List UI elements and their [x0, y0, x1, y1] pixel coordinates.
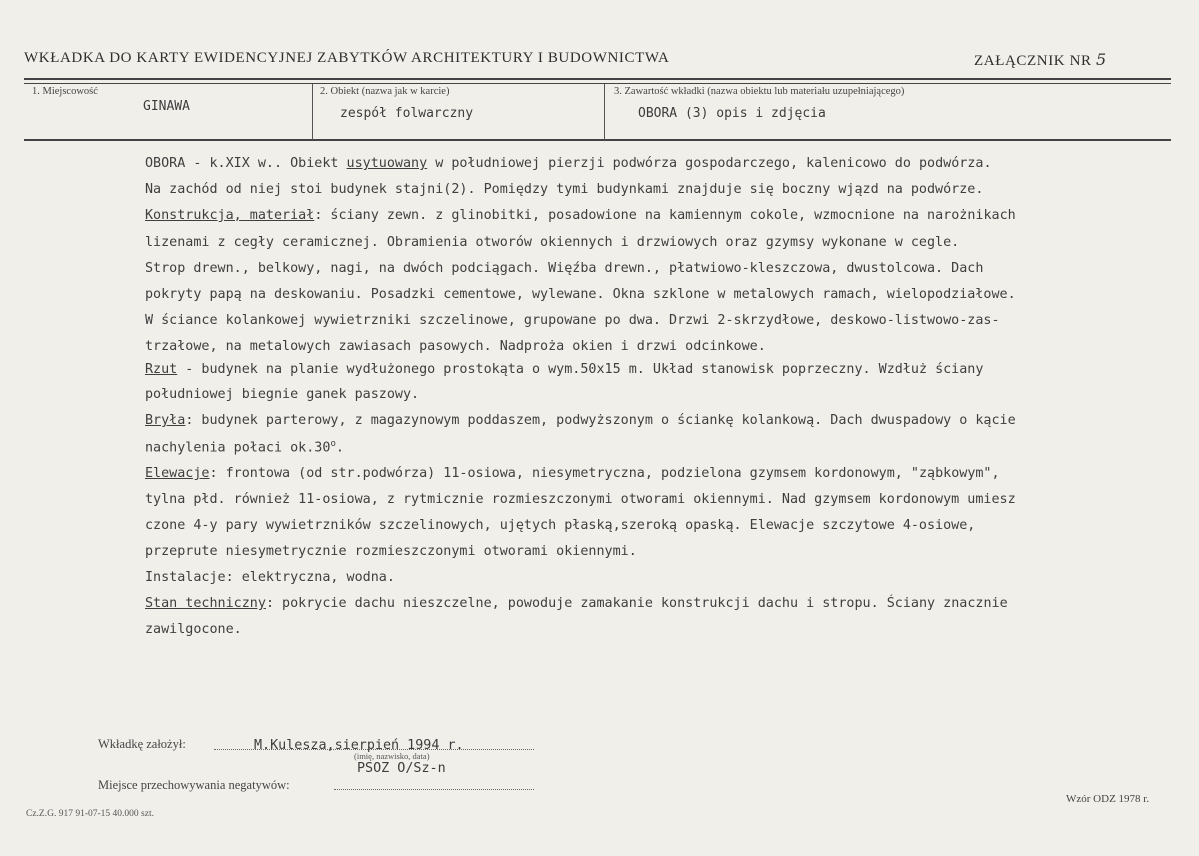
- body-line-6: pokryty papą na deskowaniu. Posadzki cementowe, wylewane. Okna szklone w metalowych ramach, wielopodziałowe.: [145, 287, 1016, 302]
- body-line-13-rest: : frontowa (od str.podwórza) 11-osiowa, niesymetryczna, podzielona gzymsem kordonowym, "ząbkowym",: [209, 466, 1000, 481]
- attachment-label: [974, 50, 1107, 70]
- degree-mark: o: [330, 439, 336, 449]
- body-line-1b: w południowej pierzji podwórza gospodarczego, kalenicowo do podwórza.: [427, 156, 992, 171]
- heading-bryla: Bryła: [145, 413, 186, 428]
- object-label: 2. Obiekt (nazwa jak w karcie): [320, 86, 450, 97]
- form-info: Wzór ODZ 1978 r.: [1066, 793, 1150, 805]
- object-value: zespół folwarczny: [340, 106, 474, 121]
- body-line-8: trzałowe, na metalowych zawiasach pasowych. Nadproża okien i drzwi odcinkowe.: [145, 339, 766, 354]
- field-divider-1: [312, 84, 313, 140]
- heading-elewacje: Elewacje: [145, 466, 210, 481]
- body-line-12: [145, 439, 344, 455]
- body-line-11: [145, 413, 1016, 428]
- body-line-18-rest: : pokrycie dachu nieszczelne, powoduje zamakanie konstrukcji dachu i stropu. Ściany znacznie: [265, 596, 1008, 611]
- made-by-value: M.Kulesza,sierpień 1994 r.: [254, 738, 464, 753]
- body-line-12a: nachylenia połaci ok.30: [145, 440, 331, 456]
- made-by-hint: (imię, nazwisko, data): [354, 751, 430, 761]
- storage-value: PSOZ O/Sz-n: [357, 761, 446, 776]
- header-rule-bottom: [24, 139, 1171, 141]
- body-line-14: tylna płd. również 11-osiowa, z rytmicznie rozmieszczonymi otworami okiennymi. Nad gzymsem kordonowym umiesz: [145, 492, 1016, 507]
- heading-stan-techniczny: Stan techniczny: [145, 596, 266, 611]
- body-line-11-rest: : budynek parterowy, z magazynowym poddaszem, podwyższonym o ściankę kolankową. Dach dwuspadowy o kącie: [185, 413, 1016, 428]
- print-info: Cz.Z.G. 917 91-07-15 40.000 szt.: [26, 809, 154, 819]
- body-line-1a: OBORA - k.XIX w.. Obiekt: [145, 156, 347, 171]
- body-line-10: południowej biegnie ganek paszowy.: [145, 387, 420, 402]
- body-line-4: lizenami z cegły ceramicznej. Obramienia otworów okiennych i drzwiowych oraz gzymsy wykonane w cegle.: [145, 235, 960, 250]
- negatives-label: Miejsce przechowywania negatywów:: [98, 778, 290, 792]
- body-line-7: W ściance kolankowej wywietrzniki szczelinowe, grupowane po dwa. Drzwi 2-skrzydłowe, deskowo-listwowo-zas-: [145, 313, 1000, 328]
- header-rule-top: [24, 78, 1171, 80]
- header-rule-thin: [24, 83, 1171, 84]
- body-line-13: [145, 466, 1000, 481]
- made-by-label: Wkładkę założył:: [98, 737, 186, 751]
- body-line-9-rest: - budynek na planie wydłużonego prostokąta o wym.50x15 m. Układ stanowisk poprzeczny. Wzdłuż ściany: [177, 362, 984, 377]
- body-line-19: zawilgocone.: [145, 622, 242, 637]
- content-label: 3. Zawartość wkładki (nazwa obiektu lub materiału uzupełniającego): [614, 86, 905, 97]
- attachment-number: 5: [1095, 50, 1107, 69]
- body-line-1: [145, 156, 992, 171]
- body-line-2: Na zachód od niej stoi budynek stajni(2). Pomiędzy tymi budynkami znajduje się boczny wjązd na podwórze.: [145, 182, 984, 197]
- body-line-18: [145, 596, 1008, 611]
- locality-label: 1. Miejscowość: [32, 86, 98, 97]
- body-line-1-underlined: usytuowany: [346, 156, 428, 171]
- body-line-3-rest: : ściany zewn. z glinobitki, posadowione na kamiennym cokole, wzmocnione na narożnikach: [314, 208, 1016, 223]
- form-title: WKŁADKA DO KARTY EWIDENCYJNEJ ZABYTKÓW ARCHITEKTURY I BUDOWNICTWA: [24, 50, 670, 66]
- attachment-label-text: ZAŁĄCZNIK NR: [974, 53, 1092, 69]
- body-line-9: [145, 362, 983, 377]
- body-line-15: czone 4-y pary wywietrzników szczelinowych, ujętych płaską,szeroką opaską. Elewacje szczytowe 4-osiowe,: [145, 518, 976, 533]
- body-line-17: Instalacje: elektryczna, wodna.: [145, 570, 395, 585]
- field-divider-2: [604, 84, 605, 140]
- body-line-5: Strop drewn., belkowy, nagi, na dwóch podciągach. Więźba drewn., płatwiowo-kleszczowa, dwustolcowa. Dach: [145, 261, 984, 276]
- body-line-3: [145, 208, 1016, 223]
- heading-konstrukcja: Konstrukcja, materiał: [145, 208, 315, 223]
- body-line-16: przeprute niesymetrycznie rozmieszczonymi otworami okiennymi.: [145, 544, 637, 559]
- locality-value: GINAWA: [143, 99, 190, 114]
- body-line-12-end: .: [335, 440, 344, 456]
- heading-rzut: Rzut: [145, 362, 178, 377]
- negatives-dotted-line: [334, 789, 534, 790]
- content-value: OBORA (3) opis i zdjęcia: [638, 106, 826, 121]
